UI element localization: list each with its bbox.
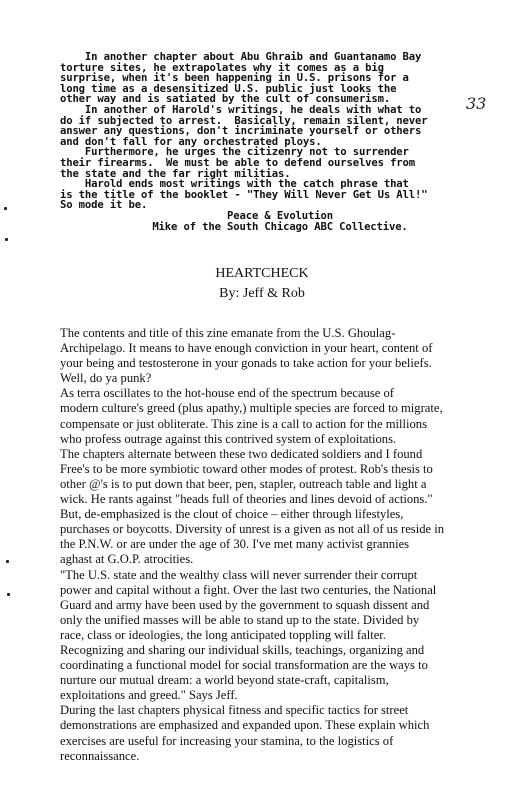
article-title: HEARTCHECK	[215, 266, 309, 281]
body-line: the P.N.W. or are under the age of 30. I've met many activist grannies	[60, 537, 410, 552]
typewritten-line: their firearms. We must be able to defend ourselves from	[60, 156, 415, 169]
body-line: But, de-emphasized is the clout of choice – either through lifestyles,	[60, 507, 404, 522]
typewritten-line: surprise, when it's been happening in U.S. prisons for a	[60, 72, 409, 85]
body-line: Free's to be more symbiotic toward other modes of protest. Rob's thesis to	[60, 461, 433, 476]
typewritten-line: other way and is satiated by the cult of consumerism.	[60, 93, 391, 106]
typewritten-line: Furthermore, he urges the citizenry not to surrender	[60, 146, 409, 159]
body-line: wick. He rants against "heads full of theories and lines devoid of actions."	[60, 492, 433, 507]
typewritten-line: In another chapter about Abu Ghraib and Guantanamo Bay	[60, 51, 422, 63]
typewritten-line: and don't fall for any orchestrated ploys.	[60, 135, 322, 148]
body-line: Well, do ya punk?	[60, 371, 152, 386]
typewritten-line: So mode it be.	[60, 199, 148, 212]
body-line: aghast at G.O.P. atrocities.	[60, 552, 194, 567]
typewritten-line: Mike of the South Chicago ABC Collective.	[152, 220, 408, 233]
typewritten-line: long time as a desensitized U.S. public just looks the	[60, 82, 397, 95]
body-line: coordinating a functional model for social transformation are the ways to	[60, 658, 428, 673]
body-line: reconnaissance.	[60, 748, 140, 763]
margin-dot	[4, 207, 7, 210]
typewritten-line: do if subjected to arrest. Basically, remain silent, never	[60, 114, 428, 127]
body-line: power and capital without a fight. Over the last two centuries, the National	[60, 582, 437, 597]
body-line: other @'s is to put down that beer, pen, stapler, outreach table and light a	[60, 476, 427, 491]
body-line: nurture our mutual dream: a world beyond state-craft, capitalism,	[60, 673, 389, 688]
typewritten-line: In another of Harold's writings, he deals with what to	[60, 103, 422, 116]
body-line: The chapters alternate between these two dedicated soldiers and I found	[60, 446, 423, 461]
body-line: During the last chapters physical fitness and specific tactics for street	[60, 703, 409, 718]
review-body	[60, 326, 506, 764]
article-byline: By: Jeff & Rob	[219, 286, 305, 301]
body-line: "The U.S. state and the wealthy class will never surrender their corrupt	[60, 567, 418, 582]
typewritten-line: Harold ends most writings with the catch phrase that	[60, 178, 409, 191]
body-line: Archipelago. It means to have enough conviction in your heart, content of	[60, 341, 433, 356]
body-line: demonstrations are emphasized and expanded upon. These explain which	[60, 718, 430, 733]
body-line: The contents and title of this zine emanate from the U.S. Ghoulag-	[60, 326, 396, 340]
body-line: Guard and army have been used by the government to squash dissent and	[60, 597, 430, 612]
margin-dot	[6, 560, 9, 563]
body-line: your being and testosterone in your gonads to take action for your beliefs.	[60, 356, 432, 371]
body-line: Recognizing and sharing our individual skills, teachings, organizing and	[60, 642, 425, 657]
typewritten-line: torture sites, he extrapolates why it comes as a big	[60, 61, 384, 74]
body-line: As terra oscillates to the hot-house end of the spectrum because of	[60, 386, 394, 401]
typewritten-review	[60, 52, 500, 232]
body-line: modern culture's greed (plus apathy,) multiple species are forced to migrate,	[60, 401, 443, 416]
typewritten-line: the state and the far right militias.	[60, 167, 291, 180]
body-line: exploitations and greed." Says Jeff.	[60, 688, 238, 703]
typewritten-line: Peace & Evolution	[227, 209, 333, 222]
margin-dot	[7, 593, 10, 596]
body-line: race, class or ideologies, the long anticipated toppling will falter.	[60, 627, 386, 642]
page-number: 33	[466, 94, 487, 113]
body-line: who profess outrage against this contrived system of exploitations.	[60, 431, 397, 446]
typewritten-line: answer any questions, don't incriminate yourself or others	[60, 125, 422, 138]
body-line: compensate or just obliterate. This zine is a call to action for the millions	[60, 416, 427, 431]
body-line: exercises are useful for increasing your stamina, to the logistics of	[60, 733, 394, 748]
typewritten-line: is the title of the booklet - "They Will Never Get Us All!"	[60, 188, 428, 201]
margin-dot	[5, 238, 8, 241]
body-line: purchases or boycotts. Diversity of unrest is a given as not all of us reside in	[60, 522, 445, 537]
body-line: only the unified masses will be able to stand up to the state. Divided by	[60, 612, 420, 627]
